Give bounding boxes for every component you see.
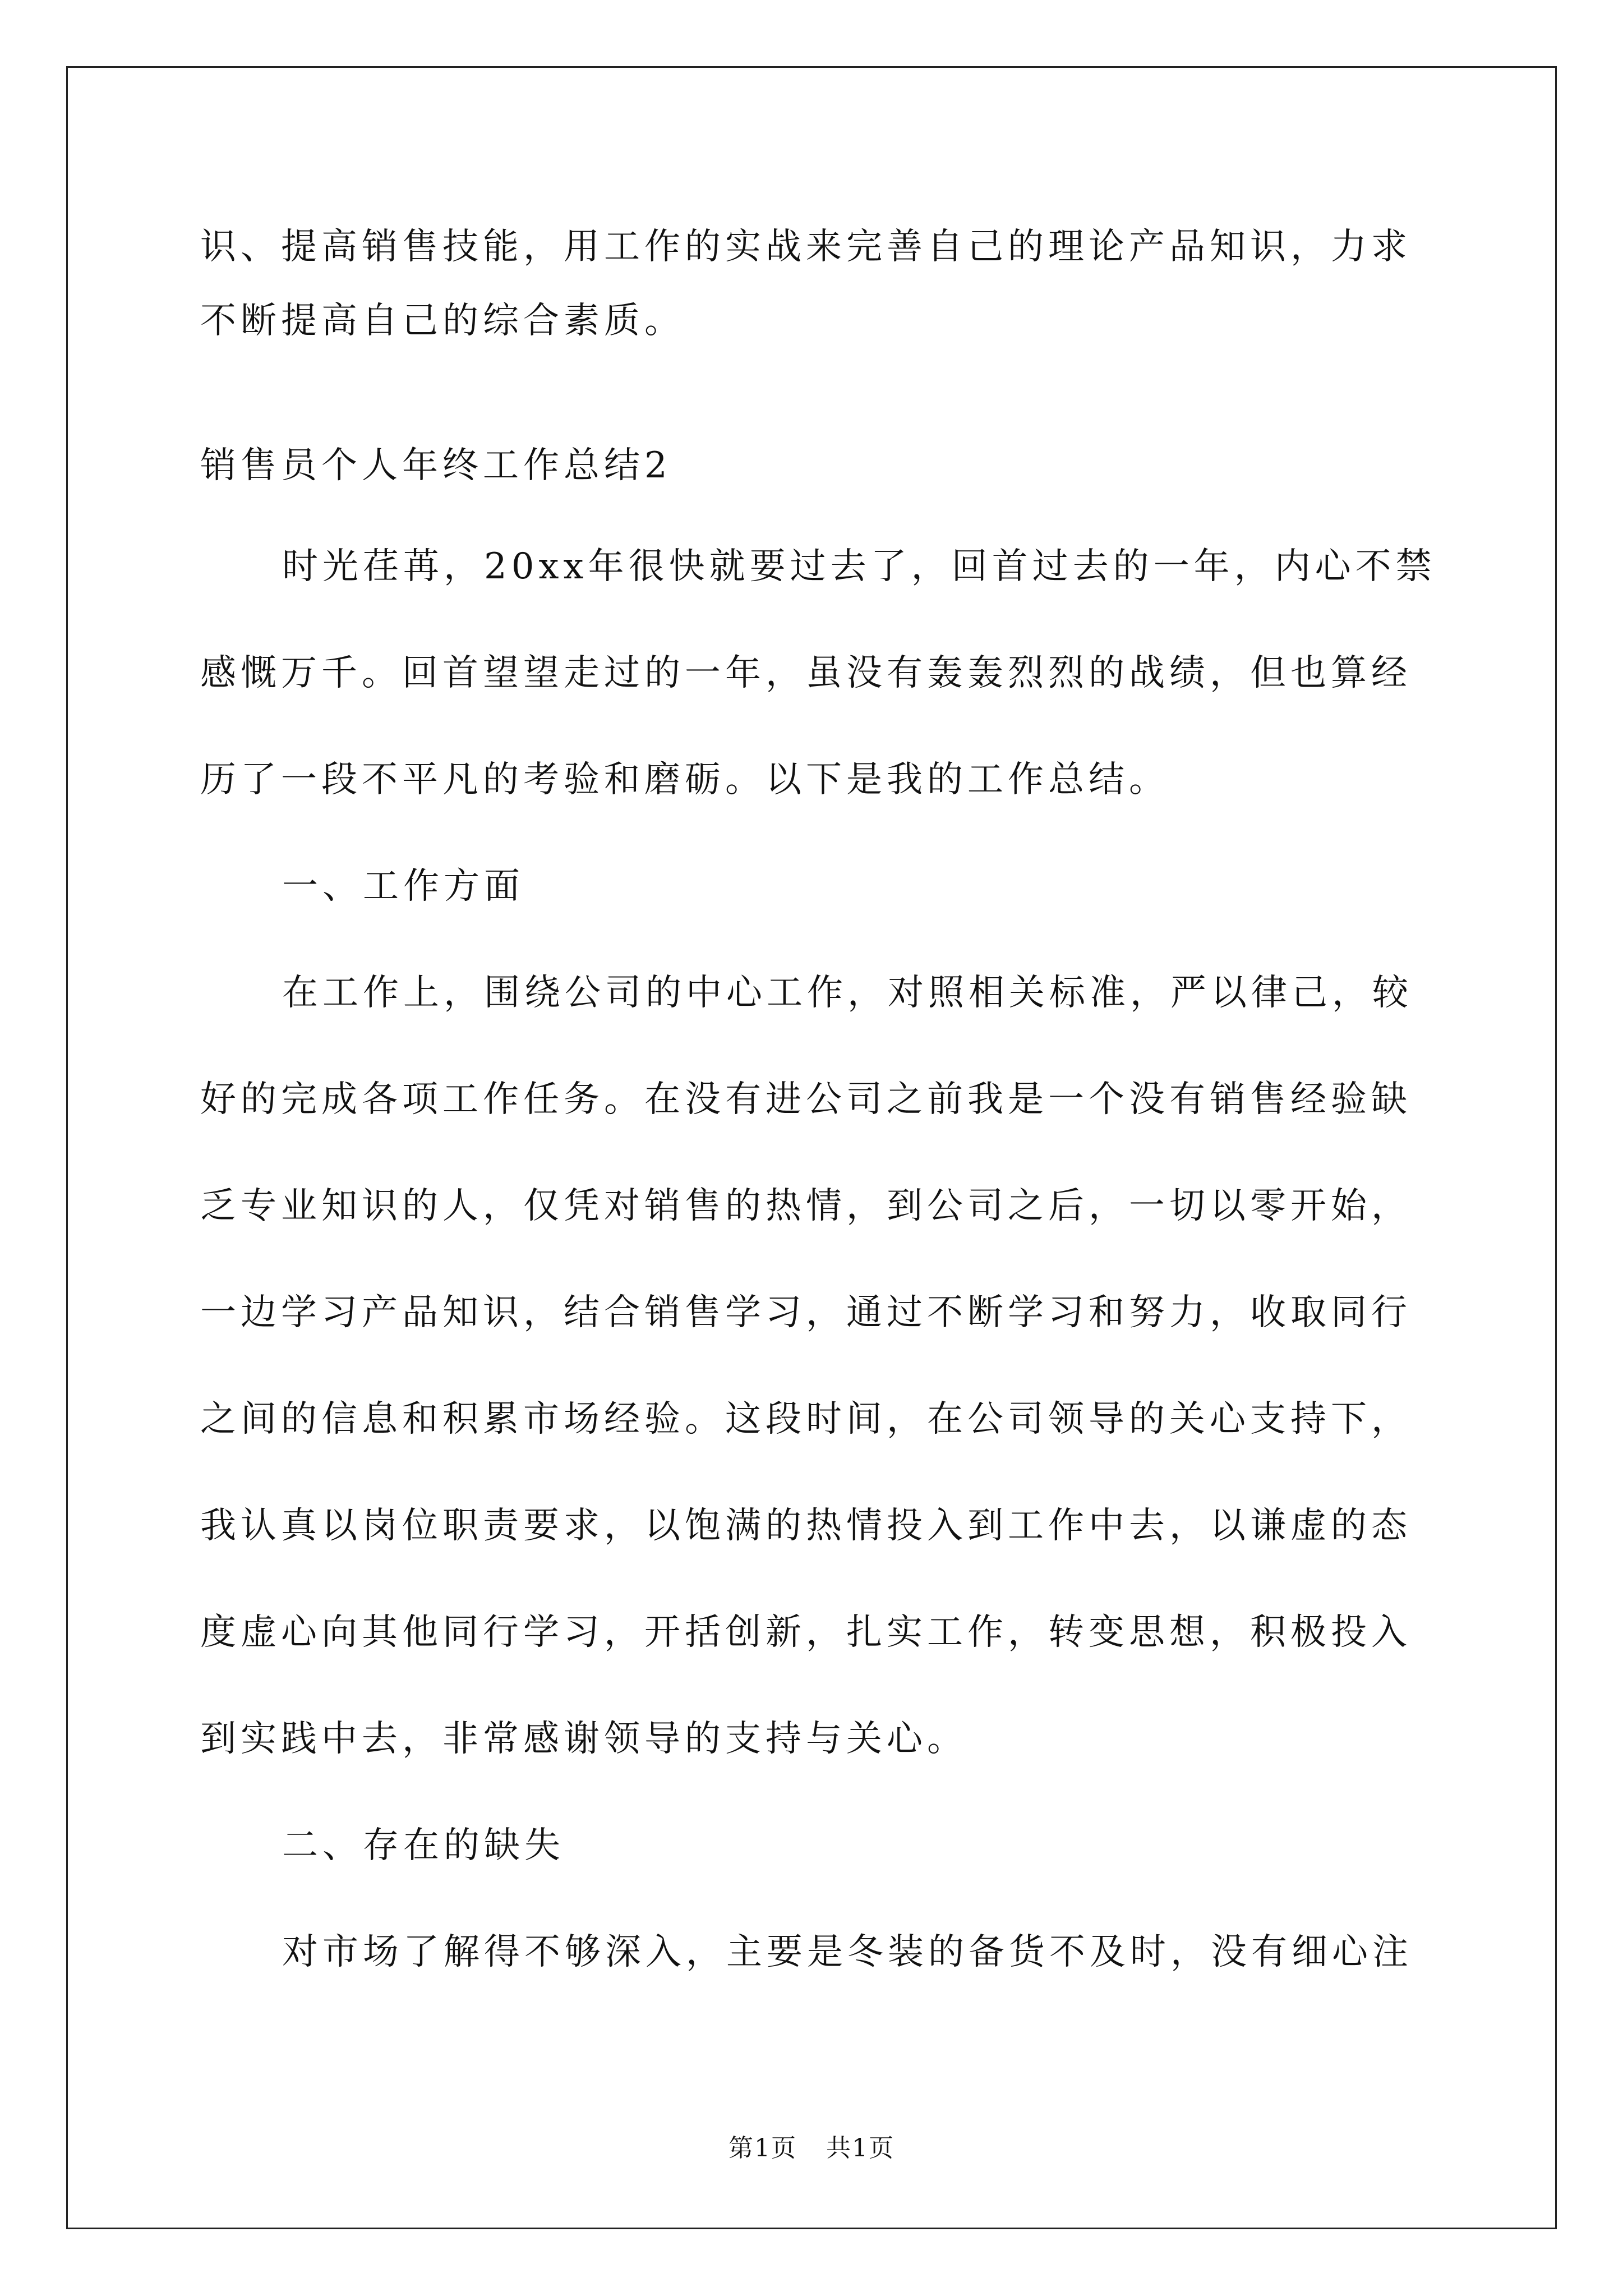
paragraph-3-line-1: 对市场了解得不够深入，主要是冬装的备货不及时，没有细心注: [282, 1931, 1413, 1973]
paragraph-2-line-4: 一边学习产品知识，结合销售学习，通过不断学习和努力，收取同行: [200, 1292, 1412, 1333]
paragraph-2-line-6: 我认真以岗位职责要求，以饱满的热情投入到工作中去，以谦虚的态: [200, 1505, 1412, 1547]
paragraph-2-line-3: 乏专业知识的人，仅凭对销售的热情，到公司之后，一切以零开始，: [200, 1185, 1412, 1227]
paragraph-1-line-1: 时光荏苒，20xx年很快就要过去了，回首过去的一年，内心不禁: [282, 546, 1436, 587]
heading-shortcomings: 二、存在的缺失: [282, 1825, 565, 1866]
paragraph-1-line-2: 感慨万千。回首望望走过的一年，虽没有轰轰烈烈的战绩，但也算经: [200, 652, 1412, 694]
paragraph-2-line-2: 好的完成各项工作任务。在没有进公司之前我是一个没有销售经验缺: [200, 1079, 1412, 1120]
page-border: [66, 66, 1557, 2229]
section-title: 销售员个人年终工作总结2: [200, 445, 672, 486]
paragraph-2-line-1: 在工作上，围绕公司的中心工作，对照相关标准，严以律己，较: [282, 972, 1413, 1014]
page-total: 共1页: [826, 2134, 895, 2162]
page-footer: [0, 2132, 1623, 2165]
paragraph-1-line-3: 历了一段不平凡的考验和磨砺。以下是我的工作总结。: [200, 759, 1169, 800]
paragraph-2-line-8: 到实践中去，非常感谢领导的支持与关心。: [200, 1718, 967, 1760]
text-line-1: 识、提高销售技能，用工作的实战来完善自己的理论产品知识，力求: [200, 226, 1412, 268]
text-line-2: 不断提高自己的综合素质。: [200, 300, 685, 342]
heading-work-aspect: 一、工作方面: [282, 866, 524, 907]
paragraph-2-line-5: 之间的信息和积累市场经验。这段时间，在公司领导的关心支持下，: [200, 1398, 1412, 1440]
paragraph-2-line-7: 度虚心向其他同行学习，开括创新，扎实工作，转变思想，积极投入: [200, 1612, 1412, 1653]
page-number: 第1页: [728, 2134, 797, 2162]
